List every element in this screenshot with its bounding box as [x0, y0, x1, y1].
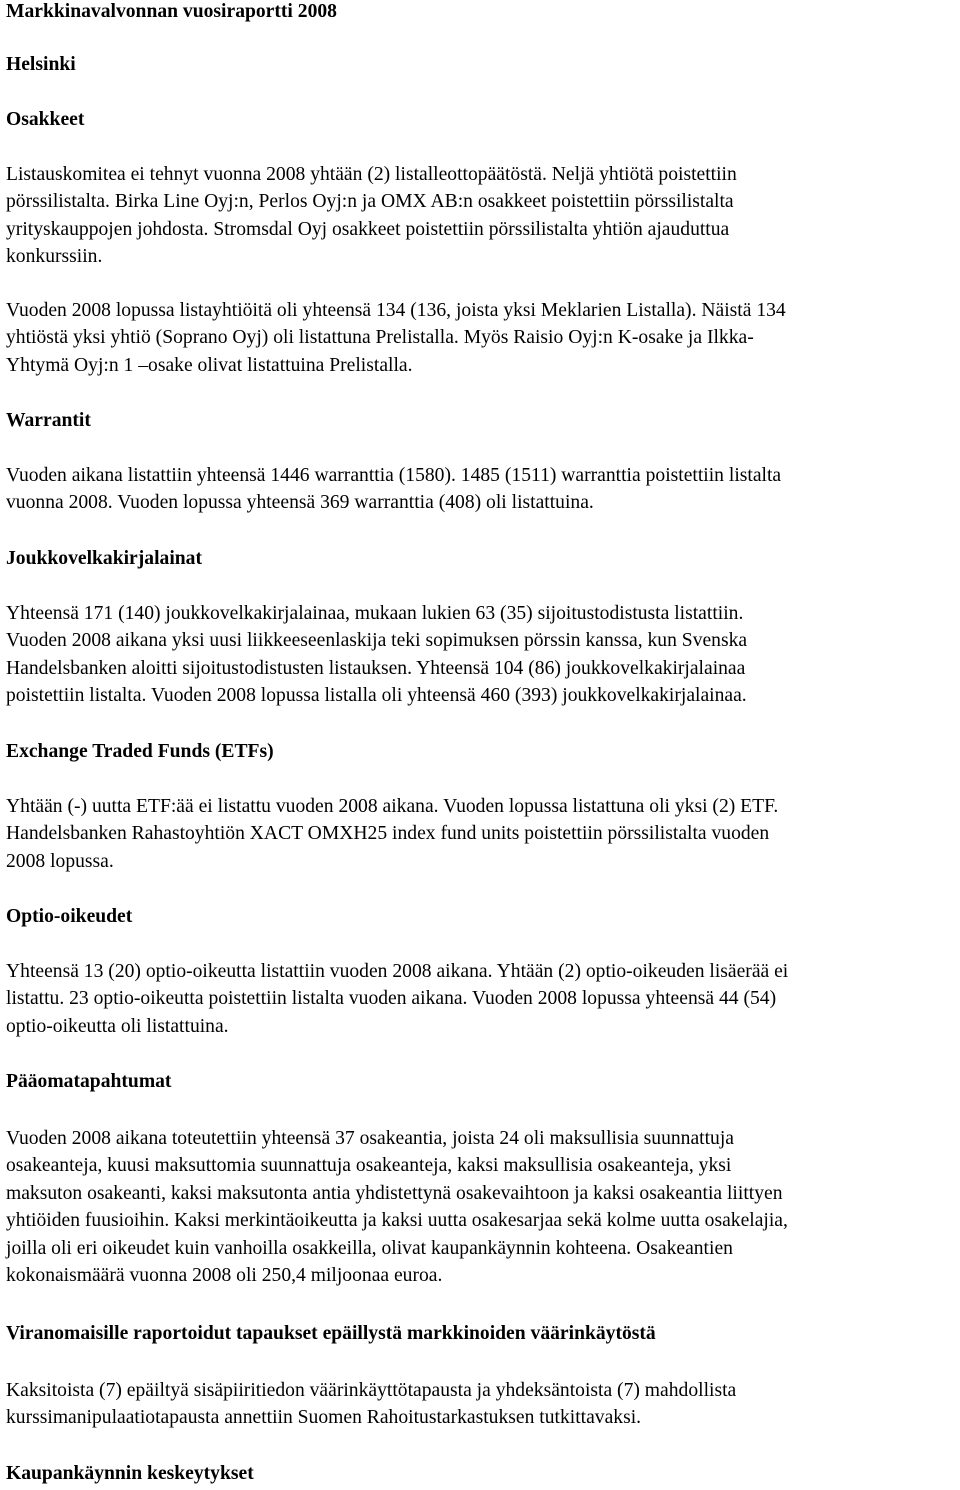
section-heading-vaarinkaytokset: Viranomaisille raportoidut tapaukset epäillystä markkinoiden väärinkäytöstä	[6, 1323, 656, 1344]
text-line: yhtiöiden fuusioihin. Kaksi merkintäoikeutta ja kaksi uutta osakesarjaa sekä kolme uutta osakelajia,	[6, 1210, 788, 1232]
section-heading-paaomatapahtumat: Pääomatapahtumat	[6, 1071, 172, 1092]
paragraph-vaarinkaytokset	[6, 1377, 956, 1432]
text-line: Handelsbanken Rahastoyhtiön XACT OMXH25 index fund units poistettiin pörssilistalta vuoden	[6, 823, 770, 845]
text-line: konkurssiin.	[6, 246, 103, 268]
text-line: vuonna 2008. Vuoden lopussa yhteensä 369 warranttia (408) oli listattuina.	[6, 492, 594, 514]
text-line: Yhteensä 171 (140) joukkovelkakirjalainaa, mukaan lukien 63 (35) sijoitustodistusta listattiin.	[6, 603, 744, 624]
paragraph-paaomatapahtumat	[6, 1125, 956, 1289]
document-location: Helsinki	[6, 54, 76, 75]
section-heading-optio-oikeudet: Optio-oikeudet	[6, 906, 133, 927]
text-line: Yhtymä Oyj:n 1 –osake olivat listattuina Prelistalla.	[6, 354, 413, 376]
section-heading-etfs: Exchange Traded Funds (ETFs)	[6, 741, 274, 762]
text-line: Listauskomitea ei tehnyt vuonna 2008 yhtään (2) listalleottopäätöstä. Neljä yhtiötä poistettiin	[6, 164, 737, 185]
text-line: Vuoden 2008 lopussa listayhtiöitä oli yhteensä 134 (136, joista yksi Meklarien Listalla). Näistä 134	[6, 300, 786, 321]
text-line: kurssimanipulaatiotapausta annettiin Suomen Rahoitustarkastuksen tutkittavaksi.	[6, 1407, 642, 1429]
section-heading-kaupankaynnin-keskeytykset: Kaupankäynnin keskeytykset	[6, 1463, 254, 1484]
section-heading-osakkeet: Osakkeet	[6, 109, 85, 130]
section-heading-joukkovelkakirjalainat: Joukkovelkakirjalainat	[6, 548, 202, 569]
text-line: joilla oli eri oikeudet kuin vanhoilla osakkeilla, olivat kaupankäynnin kohteena. Osakeantien	[6, 1237, 733, 1259]
text-line: Vuoden aikana listattiin yhteensä 1446 warranttia (1580). 1485 (1511) warranttia poistettiin listalta	[6, 465, 782, 486]
text-line: pörssilistalta. Birka Line Oyj:n, Perlos Oyj:n ja OMX AB:n osakkeet poistettiin pörssilistalta	[6, 191, 734, 213]
text-line: Yhteensä 13 (20) optio-oikeutta listattiin vuoden 2008 aikana. Yhtään (2) optio-oikeuden lisäerää ei	[6, 961, 789, 982]
paragraph-optio-oikeudet	[6, 958, 956, 1040]
text-line: yhtiöstä yksi yhtiö (Soprano Oyj) oli listattuna Prelistalla. Myös Raisio Oyj:n K-osake ja Ilkka-	[6, 327, 754, 349]
text-line: Yhtään (-) uutta ETF:ää ei listattu vuoden 2008 aikana. Vuoden lopussa listattuna oli yksi (2) ETF.	[6, 796, 779, 817]
text-line: poistettiin listalta. Vuoden 2008 lopussa listalla oli yhteensä 460 (393) joukkovelkakirjalainaa.	[6, 685, 747, 707]
document-title: Markkinavalvonnan vuosiraportti 2008	[6, 1, 337, 22]
text-line: maksuton osakeanti, kaksi maksutonta antia yhdistettynä osakevaihtoon ja kaksi osakeantia liittyen	[6, 1182, 783, 1204]
paragraph-etfs	[6, 793, 956, 875]
text-line: osakeanteja, kuusi maksuttomia suunnattuja osakeanteja, kaksi maksullisia osakeanteja, yksi	[6, 1155, 732, 1177]
section-heading-warrantit: Warrantit	[6, 410, 91, 431]
paragraph-osakkeet-listaus	[6, 161, 956, 271]
text-line: Kaksitoista (7) epäiltyä sisäpiiritiedon väärinkäyttötapausta ja yhdeksäntoista (7) mahdollista	[6, 1380, 737, 1401]
text-line: Vuoden 2008 aikana toteutettiin yhteensä 37 osakeantia, joista 24 oli maksullisia suunnattuja	[6, 1128, 734, 1149]
text-line: Handelsbanken aloitti sijoitustodistusten listauksen. Yhteensä 104 (86) joukkovelkakirjalainaa	[6, 657, 746, 679]
text-line: optio-oikeutta oli listattuina.	[6, 1015, 229, 1037]
paragraph-warrantit	[6, 462, 956, 517]
text-line: listattu. 23 optio-oikeutta poistettiin listalta vuoden aikana. Vuoden 2008 lopussa yhteensä 44 (54)	[6, 988, 777, 1010]
text-line: Vuoden 2008 aikana yksi uusi liikkeeseenlaskija teki sopimuksen pörssin kanssa, kun Svenska	[6, 630, 748, 652]
paragraph-osakkeet-listayhtiot	[6, 297, 956, 379]
paragraph-joukkovelkakirjalainat	[6, 600, 956, 710]
text-line: 2008 lopussa.	[6, 850, 114, 872]
text-line: yrityskauppojen johdosta. Stromsdal Oyj osakkeet poistettiin pörssilistalta yhtiön ajauduttua	[6, 218, 730, 240]
text-line: kokonaismäärä vuonna 2008 oli 250,4 miljoonaa euroa.	[6, 1265, 443, 1287]
